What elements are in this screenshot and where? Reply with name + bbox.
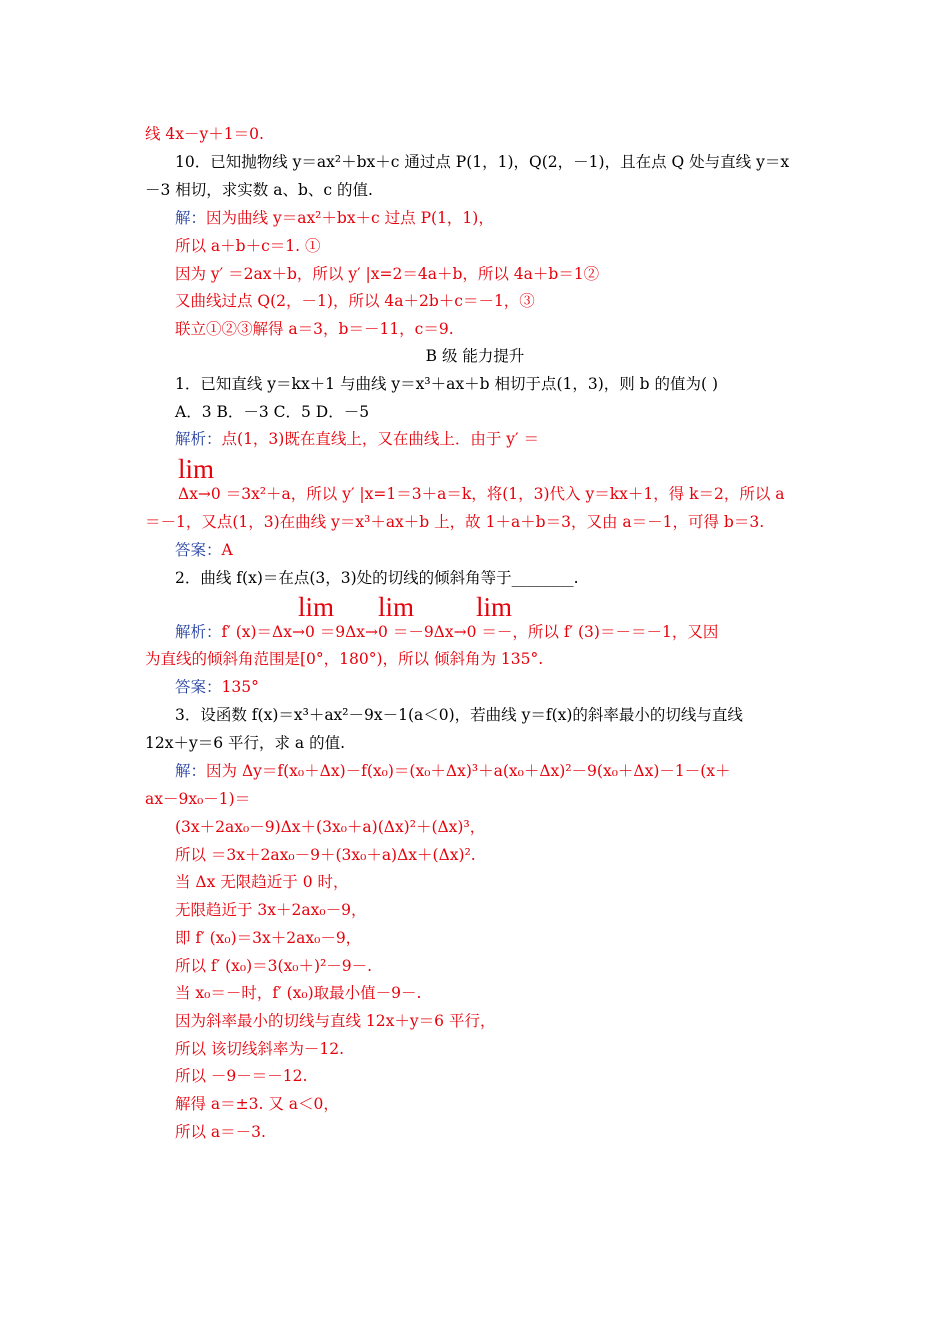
q10-solution-line1	[175, 208, 494, 228]
answer-label: 答案：	[175, 541, 222, 559]
q1-analysis-line2: Δx→0 ＝3x²＋a，所以 y′ |x=1＝3＋a＝k，将(1，3)代入 y＝kx＋1，得 k＝2，所以 a	[178, 485, 785, 503]
analysis-text: 点(1，3)既在直线上，又在曲线上．由于 y′ ＝	[221, 430, 539, 448]
q3-solution-line13: 解得 a＝±3. 又 a＜0，	[175, 1095, 339, 1113]
q3-solution-line4: 所以 ＝3x＋2ax₀－9＋(3x₀＋a)Δx＋(Δx)².	[175, 846, 476, 864]
limit-symbol: lim	[178, 454, 215, 484]
q3-stem-line1: 3．设函数 f(x)＝x³＋ax²－9x－1(a＜0)，若曲线 y＝f(x)的斜率最小的切线与直线	[175, 706, 743, 724]
q10-solution-line4: 又曲线过点 Q(2，－1)，所以 4a＋2b＋c＝－1，③	[175, 292, 535, 310]
q10-solution-line5: 联立①②③解得 a＝3，b＝－11，c＝9.	[175, 320, 454, 338]
q3-solution-line12: 所以 －9－＝－12.	[175, 1067, 308, 1085]
solution-label: 解：	[175, 762, 207, 780]
q1-stem: 1．已知直线 y＝kx＋1 与曲线 y＝x³＋ax＋b 相切于点(1，3)，则 b 的值为( )	[175, 375, 719, 393]
analysis-label: 解析：	[175, 430, 222, 448]
q3-solution-line7: 即 f′ (x₀)＝3x＋2ax₀－9，	[175, 929, 362, 947]
limit-symbol: lim	[298, 592, 335, 622]
q3-stem-line2: 12x＋y＝6 平行，求 a 的值.	[145, 734, 346, 752]
q3-solution-line9: 当 x₀＝－时，f′ (x₀)取最小值－9－.	[175, 984, 422, 1002]
q2-answer	[175, 677, 259, 697]
q10-stem-line2: －3 相切，求实数 a、b、c 的值.	[145, 181, 373, 199]
q10-solution-line2: 所以 a＋b＋c＝1. ①	[175, 237, 321, 255]
q1-answer	[175, 540, 233, 560]
limit-symbol: lim	[378, 592, 415, 622]
prev-solution-tail: 线 4x－y＋1＝0.	[145, 125, 264, 143]
q10-solution-line3: 因为 y′ ＝2ax＋b，所以 y′ |x=2＝4a＋b，所以 4a＋b＝1②	[175, 265, 600, 283]
q3-solution-line5: 当 Δx 无限趋近于 0 时，	[175, 873, 349, 891]
q3-solution-line11: 所以 该切线斜率为－12.	[175, 1040, 345, 1058]
limit-symbol: lim	[476, 592, 513, 622]
q1-choices: A．3 B．－3 C．5 D．－5	[175, 403, 370, 421]
answer-value: A	[221, 541, 233, 559]
q2-analysis-line2: 为直线的倾斜角范围是[0°，180°)，所以 倾斜角为 135°.	[145, 650, 544, 668]
analysis-label: 解析：	[175, 623, 222, 641]
q1-analysis-line3: ＝－1，又点(1，3)在曲线 y＝x³＋ax＋b 上，故 1＋a＋b＝3，又由 a＝－1，可得 b＝3.	[145, 513, 765, 531]
q1-analysis-line1	[175, 429, 539, 449]
q3-solution-line2: ax－9x₀－1)＝	[145, 790, 251, 808]
q2-stem: 2．曲线 f(x)＝在点(3，3)处的切线的倾斜角等于________.	[175, 569, 579, 587]
q10-stem-line1: 10．已知抛物线 y＝ax²＋bx＋c 通过点 P(1，1)，Q(2，－1)，且在点 Q 处与直线 y＝x	[175, 153, 790, 171]
q2-analysis-line1	[175, 622, 718, 642]
section-title: B 级 能力提升	[425, 347, 525, 365]
q3-solution-line6: 无限趋近于 3x＋2ax₀－9，	[175, 901, 367, 919]
answer-label: 答案：	[175, 678, 222, 696]
solution-label: 解：	[175, 209, 207, 227]
solution-text: 因为曲线 y＝ax²＋bx＋c 过点 P(1，1)，	[206, 209, 494, 227]
q3-solution-line3: (3x＋2ax₀－9)Δx＋(3x₀＋a)(Δx)²＋(Δx)³，	[175, 818, 486, 836]
analysis-text: f′ (x)＝Δx→0 ＝9Δx→0 ＝－9Δx→0 ＝－，所以 f′ (3)＝－＝－1，又因	[221, 623, 719, 641]
q3-solution-line1	[175, 761, 731, 781]
q3-solution-line14: 所以 a＝－3.	[175, 1123, 266, 1141]
solution-text: 因为 Δy＝f(x₀＋Δx)－f(x₀)＝(x₀＋Δx)³＋a(x₀＋Δx)²－9(x₀＋Δx)－1－(x＋	[206, 762, 731, 780]
answer-value: 135°	[221, 678, 259, 696]
q3-solution-line10: 因为斜率最小的切线与直线 12x＋y＝6 平行，	[175, 1012, 496, 1030]
q3-solution-line8: 所以 f′ (x₀)＝3(x₀＋)²－9－.	[175, 957, 373, 975]
